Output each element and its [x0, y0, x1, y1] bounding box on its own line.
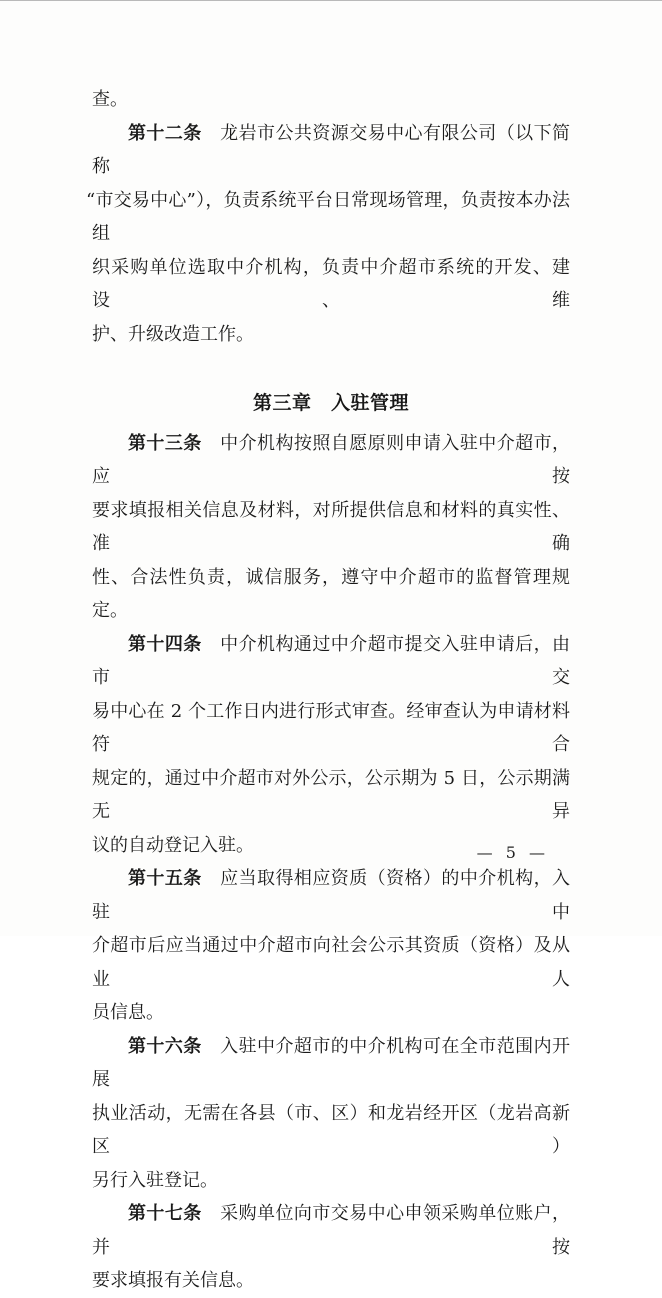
document-line	[92, 1197, 570, 1264]
line-text: 中介机构按照自愿原则申请入驻中介超市，应按	[92, 432, 571, 487]
document-line	[92, 1030, 570, 1097]
line-text: 应当取得相应资质（资格）的中介机构，入驻中	[92, 868, 571, 923]
document-line: 规定的，通过中介超市对外公示，公示期为 5 日，公示期满无异	[92, 767, 570, 822]
document-line	[92, 628, 570, 695]
article-number: 第十五条	[128, 868, 202, 889]
document-line	[92, 862, 570, 929]
article-number: 第十四条	[128, 633, 202, 655]
article-number: 第十六条	[128, 1035, 202, 1057]
page-number: — 5 —	[476, 843, 546, 862]
document-line: 员信息。	[92, 1002, 164, 1023]
document-line: 查。	[92, 89, 128, 110]
document-line: 另行入驻登记。	[92, 1169, 218, 1191]
document-line: 易中心在 2 个工作日内进行形式审查。经审查认为申请材料符合	[92, 700, 570, 755]
line-text: 龙岩市公共资源交易中心有限公司（以下简称	[92, 122, 571, 177]
line-text: 入驻中介超市的中介机构可在全市范围内开展	[92, 1035, 571, 1090]
document-line: 议的自动登记入驻。	[92, 834, 254, 856]
document-line: 介超市后应当通过中介超市向社会公示其资质（资格）及从业人	[92, 935, 570, 990]
document-line: 要求填报相关信息及材料，对所提供信息和材料的真实性、准确	[92, 499, 570, 554]
document-line	[92, 427, 570, 494]
document-line: “市交易中心”），负责系统平台日常现场管理，负责按本办法组	[86, 189, 570, 244]
chapter-heading: 第三章 入驻管理	[252, 392, 409, 414]
document-line	[92, 117, 570, 184]
document-line: 要求填报有关信息。	[92, 1270, 254, 1291]
line-text: 中介机构通过中介超市提交入驻申请后，由市交	[92, 633, 571, 688]
document-body	[86, 83, 571, 1298]
document-line: 性、合法性负责，诚信服务，遵守中介超市的监督管理规定。	[92, 566, 570, 621]
line-text: 采购单位向市交易中心申领采购单位账户，并按	[92, 1203, 571, 1258]
document-line: 织采购单位选取中介机构，负责中介超市系统的开发、建设、维	[92, 256, 570, 311]
document-line: 执业活动，无需在各县（市、区）和龙岩经开区（龙岩高新区）	[92, 1102, 570, 1157]
document-line: 护、升级改造工作。	[92, 323, 254, 345]
article-number: 第十七条	[128, 1203, 202, 1224]
article-number: 第十二条	[128, 122, 202, 144]
article-number: 第十三条	[128, 432, 202, 454]
